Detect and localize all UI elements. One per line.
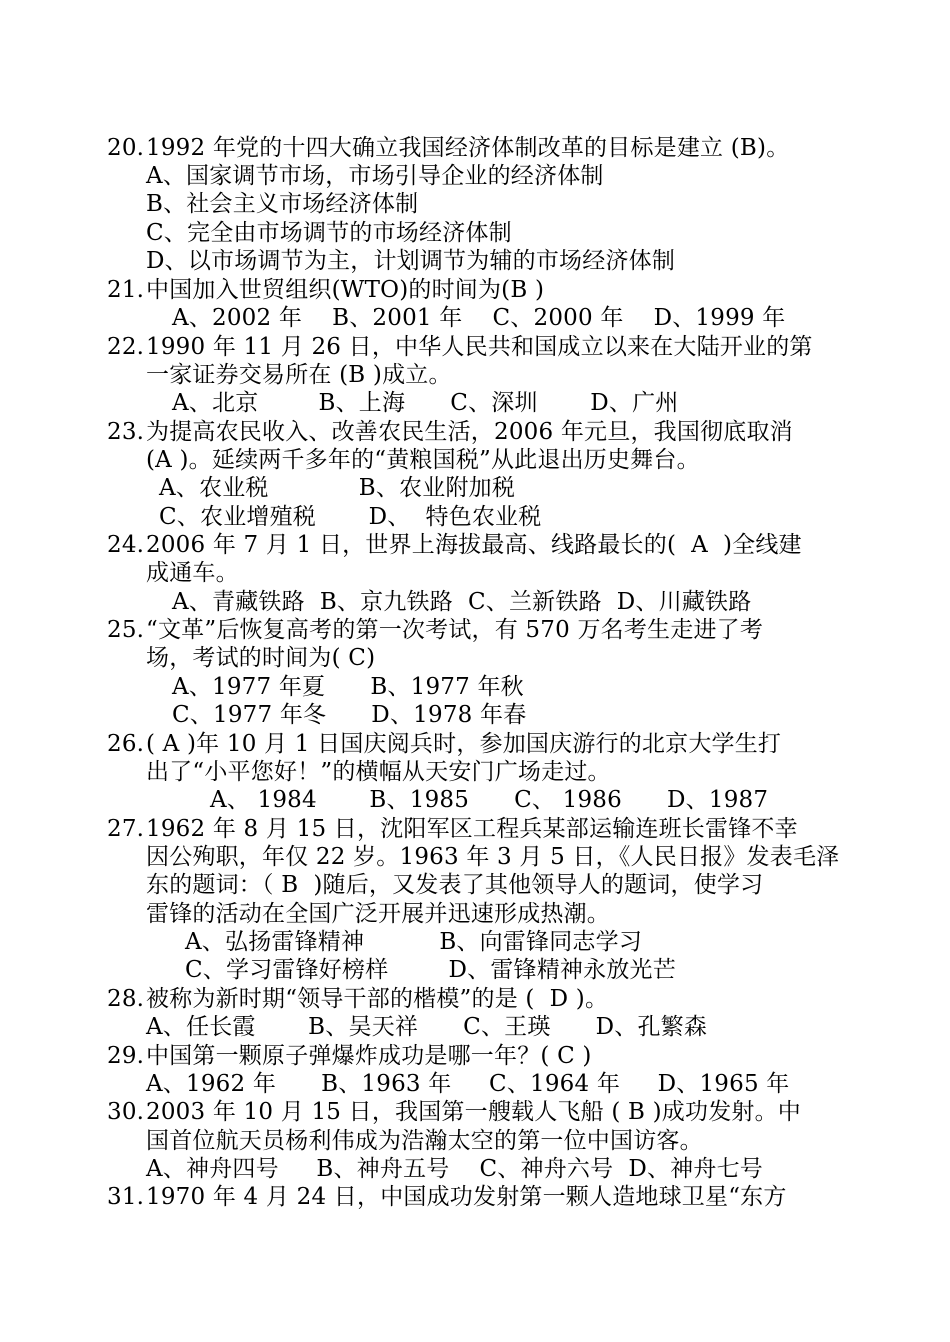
question-stem: 因公殉职，年仅 22 岁。1963 年 3 月 5 日，《人民日报》发表毛泽 xyxy=(146,844,840,870)
question-number: 29. xyxy=(107,1043,145,1069)
question-number: 23. xyxy=(107,419,145,445)
question-stem: 2006 年 7 月 1 日，世界上海拔最高、线路最长的( A )全线建 xyxy=(146,532,802,558)
question-stem: 中国第一颗原子弹爆炸成功是哪一年？( C ) xyxy=(146,1043,592,1069)
question-number: 31. xyxy=(107,1184,145,1210)
question-number: 22. xyxy=(107,334,145,360)
question-stem: 成通车。 xyxy=(146,560,239,586)
question-number: 27. xyxy=(107,816,145,842)
option-line: A、农业税 B、农业附加税 xyxy=(159,475,516,501)
option-line: A、北京 B、上海 C、深圳 D、广州 xyxy=(172,390,679,416)
question-number: 26. xyxy=(107,731,145,757)
question-number: 20. xyxy=(107,135,145,161)
option-line: A、1962 年 B、1963 年 C、1964 年 D、1965 年 xyxy=(146,1071,790,1097)
question-stem: 1992 年党的十四大确立我国经济体制改革的目标是建立 (B)。 xyxy=(146,135,790,161)
option-line: A、2002 年 B、2001 年 C、2000 年 D、1999 年 xyxy=(172,305,786,331)
option-line: B、社会主义市场经济体制 xyxy=(146,191,419,217)
question-stem: (A )。延续两千多年的“黄粮国税”从此退出历史舞台。 xyxy=(146,447,700,473)
option-line: C、农业增殖税 D、 特色农业税 xyxy=(159,504,542,530)
question-stem: 被称为新时期“领导干部的楷模”的是 ( D )。 xyxy=(146,986,609,1012)
question-stem: “文革”后恢复高考的第一次考试，有 570 万名考生走进了考 xyxy=(146,617,764,643)
question-stem: 1962 年 8 月 15 日，沈阳军区工程兵某部运输连班长雷锋不幸 xyxy=(146,816,798,842)
option-line: A、1977 年夏 B、1977 年秋 xyxy=(172,674,524,700)
option-line: C、学习雷锋好榜样 D、雷锋精神永放光芒 xyxy=(185,957,676,983)
option-line: A、神舟四号 B、神舟五号 C、神舟六号 D、神舟七号 xyxy=(146,1156,763,1182)
option-line: C、完全由市场调节的市场经济体制 xyxy=(146,220,512,246)
question-stem: 为提高农民收入、改善农民生活，2006 年元旦，我国彻底取消 xyxy=(146,419,793,445)
question-stem: 一家证券交易所在 (B )成立。 xyxy=(146,362,452,388)
question-stem: 1970 年 4 月 24 日，中国成功发射第一颗人造地球卫星“东方 xyxy=(146,1184,787,1210)
question-stem: 出了“小平您好！”的横幅从天安门广场走过。 xyxy=(146,759,611,785)
option-line: A、任长霞 B、吴天祥 C、王瑛 D、孔繁森 xyxy=(146,1014,708,1040)
option-line: A、弘扬雷锋精神 B、向雷锋同志学习 xyxy=(185,929,643,955)
option-line: C、1977 年冬 D、1978 年春 xyxy=(172,702,527,728)
question-stem: 场，考试的时间为( C) xyxy=(146,645,376,671)
question-number: 21. xyxy=(107,277,145,303)
question-stem: 2003 年 10 月 15 日，我国第一艘载人飞船 ( B )成功发射。中 xyxy=(146,1099,802,1125)
question-stem: 东的题词：（ B )随后，又发表了其他领导人的题词，使学习 xyxy=(146,872,764,898)
option-line: D、以市场调节为主，计划调节为辅的市场经济体制 xyxy=(146,248,676,274)
question-stem: 中国加入世贸组织(WTO)的时间为(B ) xyxy=(146,277,545,303)
option-line: A、青藏铁路 B、京九铁路 C、兰新铁路 D、川藏铁路 xyxy=(172,589,752,615)
question-number: 25. xyxy=(107,617,145,643)
question-stem: 雷锋的活动在全国广泛开展并迅速形成热潮。 xyxy=(146,901,610,927)
question-number: 30. xyxy=(107,1099,145,1125)
question-number: 24. xyxy=(107,532,145,558)
question-stem: 国首位航天员杨利伟成为浩瀚太空的第一位中国访客。 xyxy=(146,1128,703,1154)
option-line: A、国家调节市场，市场引导企业的经济体制 xyxy=(146,163,604,189)
question-number: 28. xyxy=(107,986,145,1012)
question-stem: ( A )年 10 月 1 日国庆阅兵时，参加国庆游行的北京大学生打 xyxy=(146,731,782,757)
option-line: A、 1984 B、1985 C、 1986 D、1987 xyxy=(210,787,769,813)
question-stem: 1990 年 11 月 26 日，中华人民共和国成立以来在大陆开业的第 xyxy=(146,334,813,360)
